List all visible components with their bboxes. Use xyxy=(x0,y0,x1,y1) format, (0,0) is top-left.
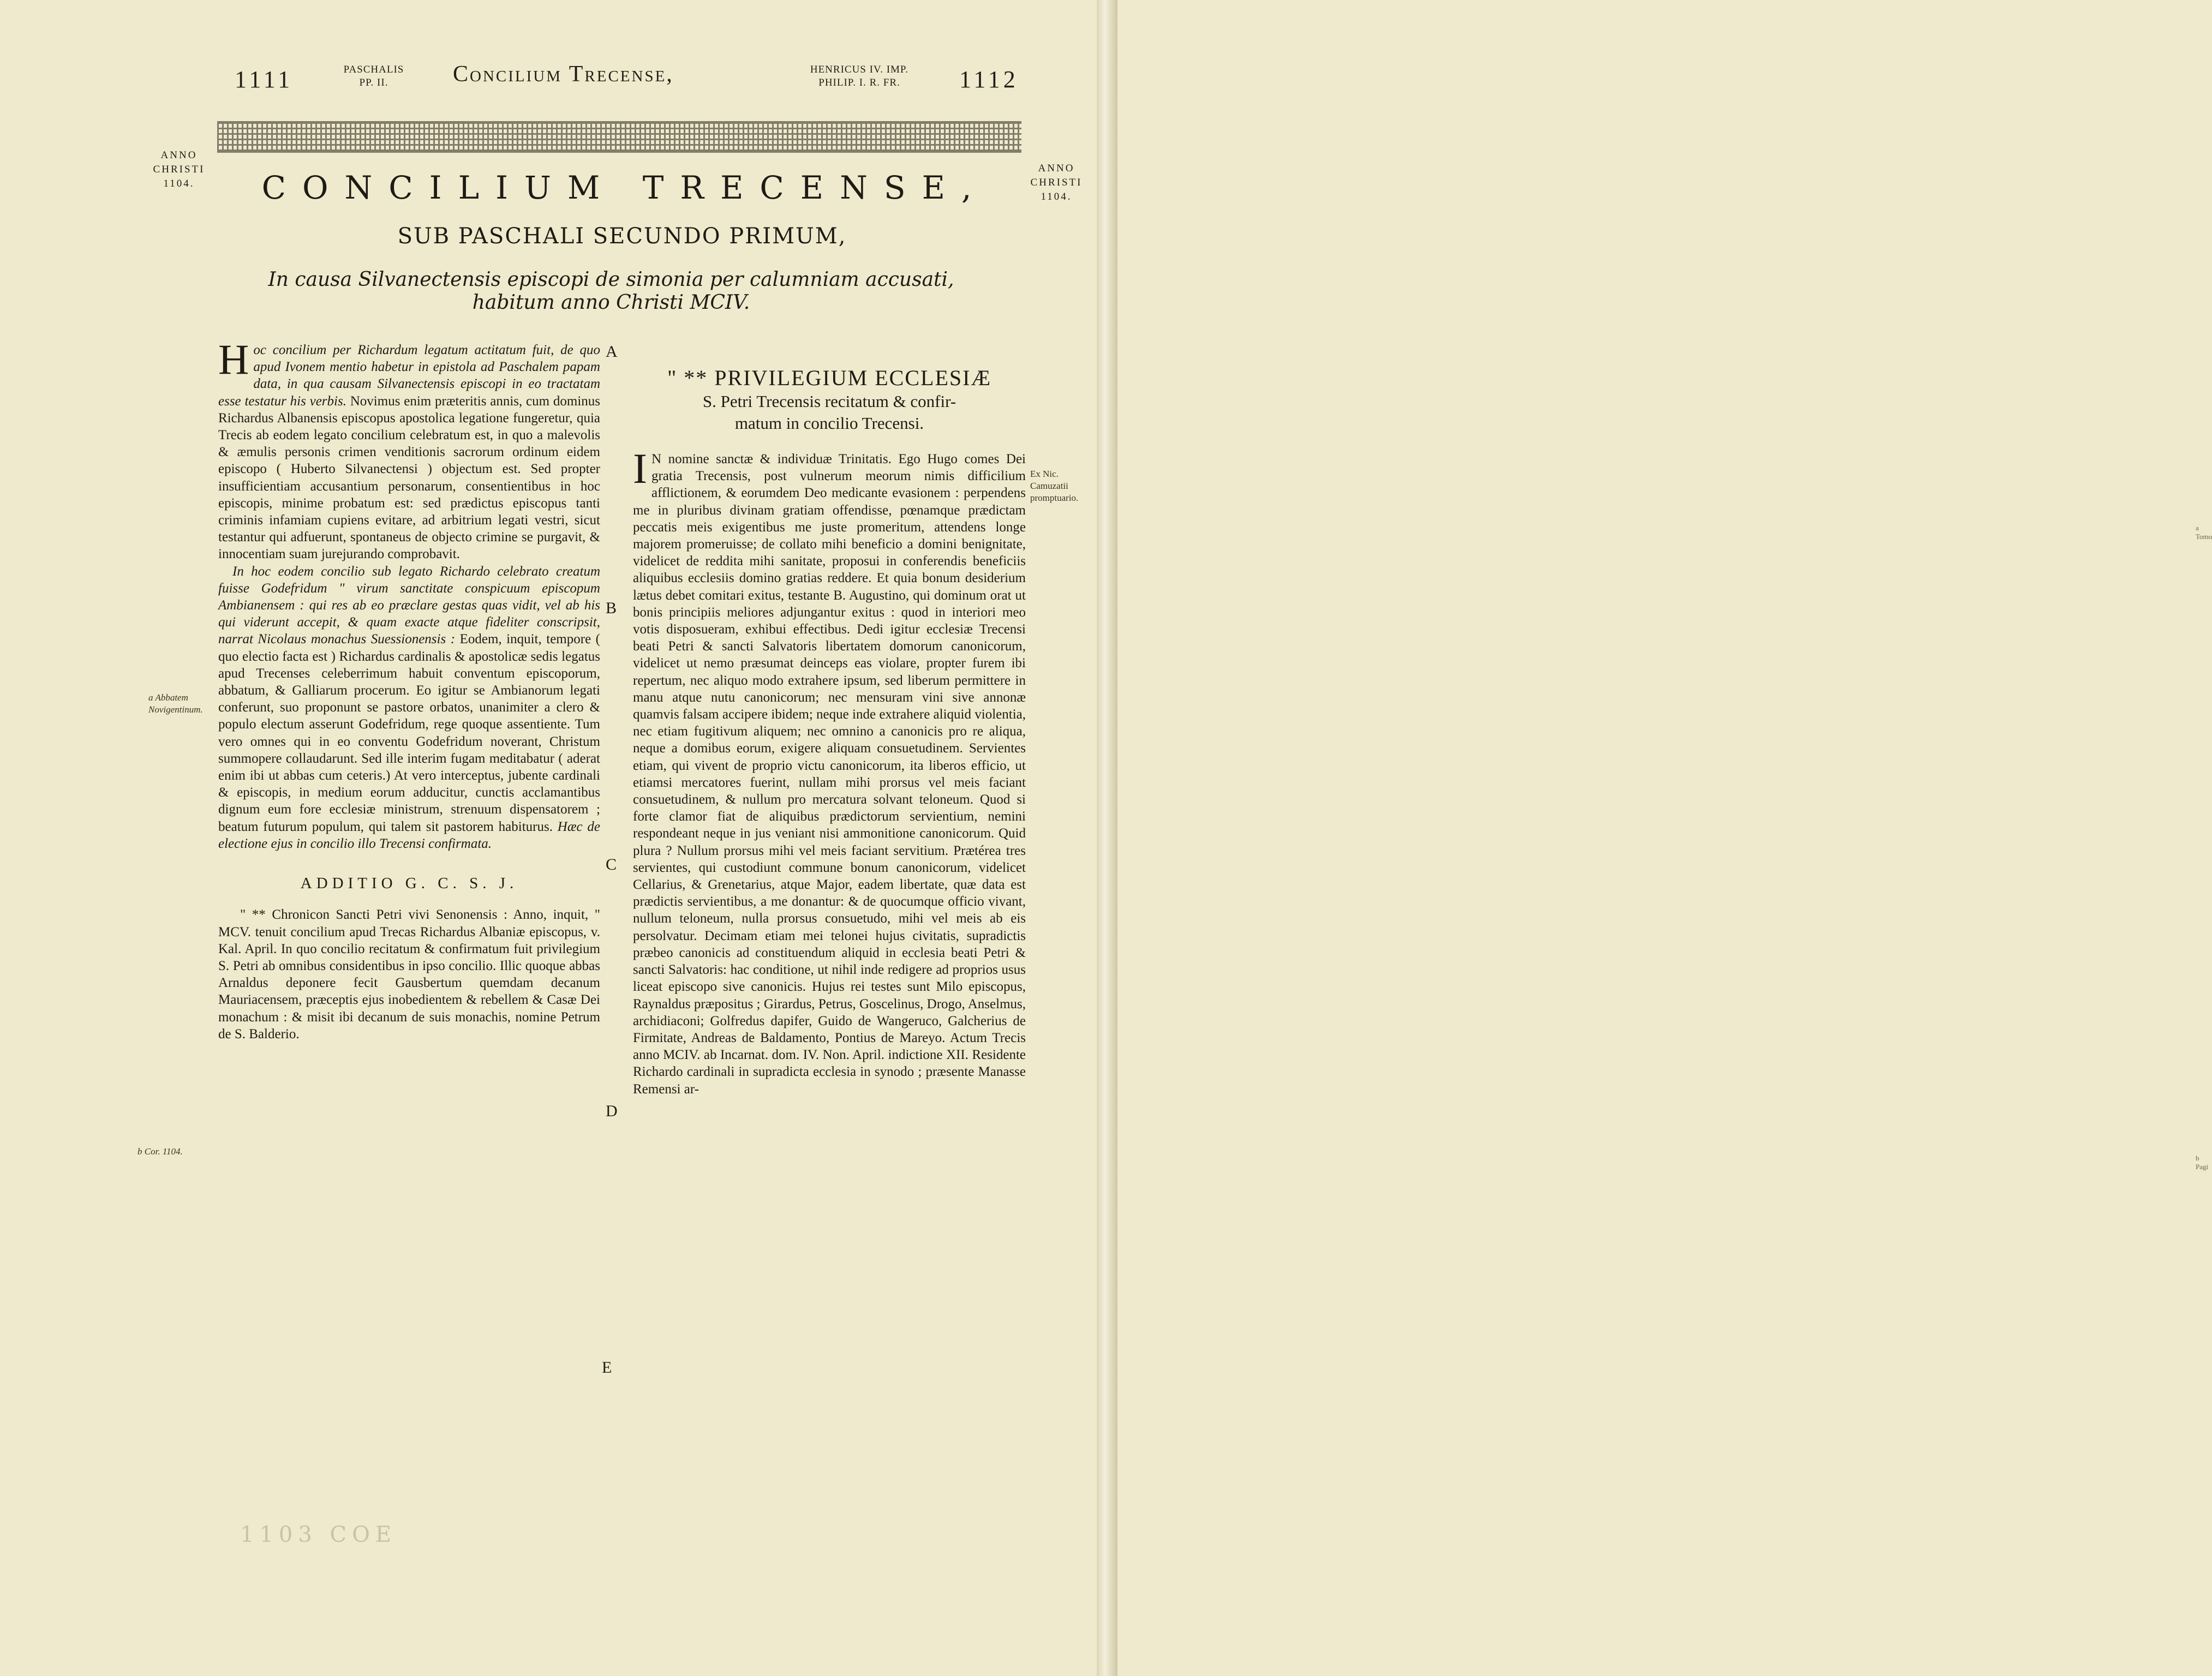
section-letter-c: C xyxy=(606,855,617,873)
main-title: CONCILIUM TRECENSE, xyxy=(261,169,988,206)
intro-italic: oc concilium per Richardum legatum actitatum fuit, de quo apud Ivonem mentio habetur in epistola ad Paschalem papam data, in qua causam Silvanectensis episcopi in eo tractatam esse testatur his verbis. xyxy=(218,343,600,409)
page-number-left: 1111 xyxy=(235,66,294,93)
anno-left-line-3: 1104. xyxy=(163,178,195,189)
margin-note-camuzat: Ex Nic. Camuzatii promptuario. xyxy=(1030,469,1079,503)
chronicon-paragraph: " ** Chronicon Sancti Petri vivi Senonensis : Anno, inquit, " MCV. tenuit concilium apud Trecas Richardus Albaniæ episcopus, v. Kal. April. In quo concilio recitatum & confirmatum fuit privilegium S. Petri ab omnibus considentibus in ipso concilio. Illic quoque abbas Arnaldus deponere fecit Gausbertum quemdam decanum Mauriacensem, præceptis ejus inobedientem & rebellem & Casæ Dei monachum : & misit ibi decanum de suis monachis, nomine Petrum de S. Balderio. xyxy=(218,907,600,1041)
rulers-heading xyxy=(786,63,933,89)
section-letter-d: D xyxy=(606,1102,618,1120)
bleed-through-text: 1103 COE xyxy=(240,1522,397,1547)
page-number-right: 1112 xyxy=(959,66,1019,93)
edge-margin-note-1: a Tomo xyxy=(2196,524,2212,541)
section-letter-e: E xyxy=(602,1358,612,1376)
pope-line-2: PP. II. xyxy=(359,77,388,88)
right-column xyxy=(633,366,1026,1098)
margin-note-cor: b Cor. 1104. xyxy=(137,1146,183,1157)
election-paragraph xyxy=(218,563,600,852)
privilege-dropcap: I xyxy=(633,445,647,492)
caption-line-2: habitum anno Christi MCIV. xyxy=(472,291,750,314)
election-italic: In hoc eodem concilio sub legato Richardo celebrato creatum fuisse Godefridum " virum sanctitate conspicuum episcopum Ambianensem : qui res ab eo præclare gestas quas vidit, vel ab his qui viderunt accepit, & quam exacte atque fideliter conscripsit, narrat Nicolaus monachus Suessionensis : xyxy=(218,564,600,647)
privilege-sub-1: S. Petri Trecensis recitatum & confir- xyxy=(702,392,956,411)
privilege-sub-2: matum in concilio Trecensi. xyxy=(734,414,924,433)
pope-heading xyxy=(327,63,420,89)
rulers-line-2: PHILIP. I. R. FR. xyxy=(818,77,900,88)
caption-line-1: In causa Silvanectensis episcopi de simonia per calumniam accusati, xyxy=(268,268,954,291)
pope-line-1: PASCHALIS xyxy=(343,64,404,75)
intro-text: Novimus enim præteritis annis, cum dominus Richardus Albanensis episcopus apostolica legatione fungeretur, quia Trecis ab eodem legato concilium celebratum est, in quo a malevolis & æmulis personis crimen venditionis sacrorum ordinum eidem episcopo ( Huberto Silvanectensi ) objectum est. Sed propter insufficientiam accusantium personarum, consentientibus in hoc episcopis, minime probatum est: sed prædictus episcopus tanti criminis infamiam cupiens evitare, ad arbitrium legati vestri, sicut testantur qui adfuerunt, spontaneus de objecto crimine se purgavit, & innocentiam suam jurejurando comprobavit. xyxy=(218,393,600,562)
privilege-text: N nomine sanctæ & individuæ Trinitatis. Ego Hugo comes Dei gratia Trecensis, post vulnerum meorum nimis difficilium afflictionem, & eorumdem Deo medicante evasionem : perpendens me in pluribus divinam gratiam offendisse, pœnamque prædictam peccatis meis exigentibus me juste promeritum, attendens longe majorem promeruisse; de collato mihi beneficio a domini benignitate, videlicet de reddita mihi sanitate, proposui in conferendis beneficiis aliquibus ecclesiis domino gratias reddere. Et quia bonum desiderium lætus debet comitari exitus, testante B. Augustino, qui dominum orat ut bonis principiis meliores adjungantur exitus : quod in interiori meo votis disposueram, exhibui effectibus. Dedi igitur ecclesiæ Trecensi beati Petri & sancti Salvatoris libertatem domorum canonicorum, videlicet ut nemo præsumat deinceps eas violare, propter furem ibi repertum, nec aliquo modo extrahere ipsum, sed liberum permittere in manu atque nutu canonicorum; nec mensuram vini sive annonæ quamvis falsam accipere ibidem; neque inde extrahere aliquid violentia, nec etiam fugitivum aliquem; nec omnino a canonicis pro re aliqua, neque a domibus eorum, exigere aliquam consuetudinem. Servientes etiam, qui vivent de proprio victu canonicorum, ita liberos efficio, ut etiamsi mercatores fuerint, nullam mihi prorsus vel meis faciant consuetudinem, & nullum pro mercatura solvant teloneum. Quod si forte clamor fiat de aliquibus prædictorum servientium, nemini respondeant neque in jus veniant nisi ammonitione canonicorum. Quid plura ? Nullum prorsus mihi vel meis faciant servitium. Prætérea tres servientes, qui custodiunt commune bonum canonicorum, videlicet Cellarius, & Grenetarius, atque Major, eadem libertate, quæ data est prædictis servientibus, a me donantur: & de quocumque officio vivant, nullum teloneum, nulla prorsus consuetudo, mihi vel meis ab eis persolvatur. Decimam etiam mei telonei hujus civitatis, supradictis præbeo canonicis ad constituendum aliquid in ecclesia beati Petri & sancti Salvatoris: hac conditione, ut nihil inde redigere ad proprios usus liceat episcopo sive canonicis. Hujus rei testes sunt Milo episcopus, Raynaldus præpositus ; Girardus, Petrus, Goscelinus, Drogo, Anselmus, archidiaconi; Golfredus dapifer, Guido de Wangeruco, Galcherius de Firmitate, Andreas de Baldamento, Pontius de Mareyo. Actum Trecis anno MCIV. ab Incarnat. dom. IV. Non. April. indictione XII. Residente Richardo cardinali in supradicta ecclesia in synodo ; præsente Manasse Remensi ar- xyxy=(633,452,1026,1097)
page-edge xyxy=(1097,0,2212,1676)
intro-dropcap: H xyxy=(218,336,249,383)
anno-right-line-2: CHRISTI xyxy=(1030,177,1083,188)
anno-right-line-1: ANNO xyxy=(1038,163,1075,174)
running-title: Concilium Trecense, xyxy=(453,62,674,87)
section-letter-b: B xyxy=(606,599,617,617)
edge-margin-note-2: b Pagi xyxy=(2196,1154,2209,1171)
additio-heading: ADDITIO G. C. S. J. xyxy=(300,875,518,893)
rulers-line-1: HENRICUS IV. IMP. xyxy=(810,64,909,75)
ornamental-headpiece xyxy=(217,121,1021,153)
privilege-title: " ** PRIVILEGIUM ECCLESIÆ xyxy=(667,366,992,390)
section-letter-a: A xyxy=(606,343,618,361)
left-column xyxy=(218,336,601,1043)
election-text: Eodem, inquit, tempore ( quo electio facta est ) Richardus cardinalis & apostolicæ sedis legatus apud Trecenses celeberrimum habuit conventum episcoporum, abbatum, & Galliarum procerum. Eo igitur se Ambianorum legati conferunt, suo proponunt se pastore orbatos, unanimiter a clero & populo electum asserunt Godefridum, rege quoque assentiente. Tum vero omnes qui in eo conventu Godefridum noverant, Christum summopere collaudarunt. Sed ille interim fugam meditabatur ( aderat enim ibi ut abbas cum ceteris.) At vero interceptus, jubente cardinali & episcopis, in medium eorum adducitur, cunctis acclamantibus dignum eum fore ecclesiæ ministrum, strenuum dispensatorem ; beatum futurum populum, qui talem sit pastorem habiturus. xyxy=(218,632,601,834)
anno-left-line-2: CHRISTI xyxy=(153,164,205,175)
anno-left-line-1: ANNO xyxy=(160,149,198,161)
election-end: Hæc de electione ejus in concilio illo Trecensi confirmata. xyxy=(218,819,601,851)
anno-right-line-3: 1104. xyxy=(1041,191,1072,202)
caption xyxy=(251,268,971,314)
margin-note-abbatem: a Abbatem Novigentinum. xyxy=(148,692,203,715)
intro-paragraph xyxy=(218,336,600,563)
anno-left xyxy=(146,148,212,191)
anno-right xyxy=(1024,161,1089,204)
subtitle: SUB PASCHALI SECUNDO PRIMUM, xyxy=(397,224,847,249)
privilege-body xyxy=(633,445,1026,1098)
